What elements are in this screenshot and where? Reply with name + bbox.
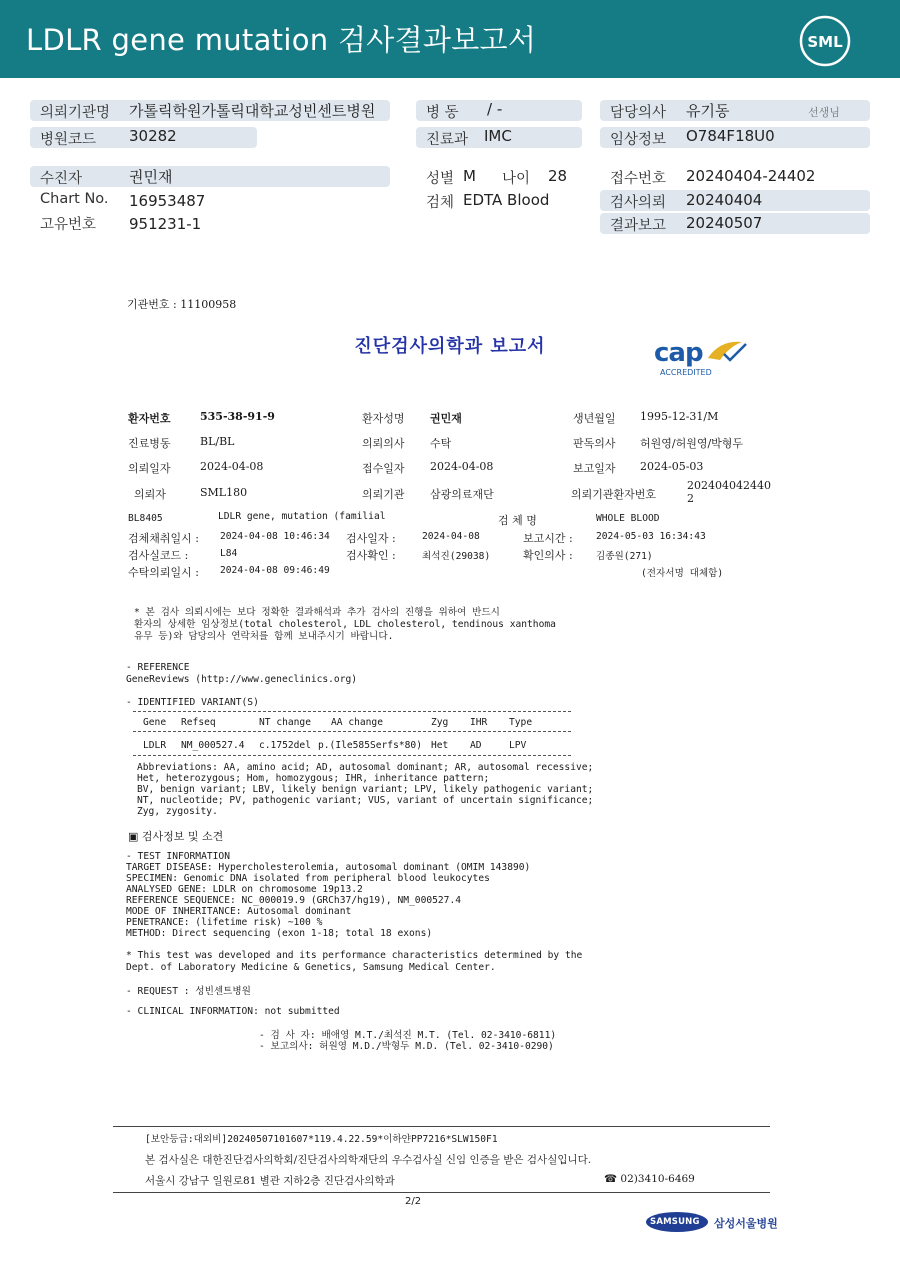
ward-value: / - [487, 100, 503, 118]
test-info-5: MODE OF INHERITANCE: Autosomal dominant [126, 906, 352, 917]
reference-heading: - REFERENCE [126, 662, 190, 673]
rcv-date-label: 접수일자 [362, 462, 405, 475]
dob-label: 생년월일 [573, 412, 616, 425]
col-aa: AA change [331, 717, 383, 728]
esign: (전자서명 대체함) [641, 568, 724, 579]
req-inst: 삼광의료재단 [430, 488, 494, 501]
test-info-3: ANALYSED GENE: LDLR on chromosome 19p13.2 [126, 884, 363, 895]
dept-value: IMC [484, 127, 512, 145]
row-refseq: NM_000527.4 [181, 740, 245, 751]
row-nt: c.1752del [259, 740, 311, 751]
req-dr-label: 의뢰의사 [362, 437, 405, 450]
cap-sub: ACCREDITED [660, 368, 712, 377]
test-info-2: SPECIMEN: Genomic DNA isolated from peripheral blood leukocytes [126, 873, 490, 884]
test-info-6: PENETRANCE: (lifetime risk) ~100 % [126, 917, 323, 928]
result-label: 결과보고 [610, 218, 667, 234]
col-gene: Gene [143, 717, 167, 728]
pt-no-label: 환자번호 [128, 412, 171, 425]
patient-label: 수진자 [40, 171, 83, 187]
inst-pt-label: 의뢰기관환자번호 [571, 488, 657, 501]
disclaimer-1: * This test was developed and its performance characteristics determined by the [126, 950, 583, 961]
dob: 1995-12-31/M [640, 410, 719, 423]
footer-rule-top [113, 1126, 770, 1127]
confirm-dr: 김종원(271) [596, 551, 653, 562]
patient-value: 권민재 [129, 168, 173, 186]
collect: 2024-04-08 10:46:34 [220, 531, 330, 542]
header-bar [0, 0, 900, 78]
variant-rule-top [133, 711, 571, 712]
age-label: 나이 [502, 171, 531, 187]
row-ihr: AD [470, 740, 482, 751]
col-type: Type [509, 717, 533, 728]
patient-pill [30, 166, 390, 187]
notice-line-2: 환자의 상세한 임상정보(total cholesterol, LDL cholesterol, tendinous xanthoma [134, 619, 556, 630]
sex-label: 성별 [426, 171, 455, 187]
specimen-label: 검체 [426, 195, 455, 211]
doctor-value: 유기동 [686, 102, 730, 120]
req-inst-label: 의뢰기관 [362, 488, 405, 501]
hospital-name: 삼성서울병원 [714, 1217, 778, 1230]
lab-code: L84 [220, 548, 238, 559]
outsource-label: 수탁의뢰일시 : [128, 566, 199, 579]
request-label: 검사의뢰 [610, 195, 667, 211]
exam-date: 2024-04-08 [422, 531, 480, 542]
section-title: ▣ 검사정보 및 소견 [128, 830, 224, 843]
institution-number: 기관번호 : 11100958 [127, 298, 237, 311]
requester: SML180 [200, 486, 248, 499]
address: 서울시 강남구 일원로81 별관 지하2층 진단검사의학과 [145, 1175, 395, 1187]
clinical-value: O784F18U0 [686, 127, 775, 145]
pt-no: 535-38-91-9 [200, 410, 275, 423]
page-number: 2/2 [405, 1196, 422, 1207]
reader: 허원영/허원영/박형두 [640, 437, 744, 450]
doctor-label: 담당의사 [610, 105, 667, 121]
doc-ward: BL/BL [200, 435, 235, 448]
clinical-line: - CLINICAL INFORMATION: not submitted [126, 1006, 340, 1017]
request-line: - REQUEST : 성빈센트병원 [126, 986, 251, 997]
test-name: LDLR gene, mutation (familial [218, 511, 386, 522]
doc-specimen-label: 검 체 명 [498, 514, 537, 527]
requester-label: 의뢰자 [134, 488, 166, 501]
hospital-label: 의뢰기관명 [40, 105, 111, 121]
receipt-value: 20240404-24402 [686, 167, 816, 185]
dept-label: 진료과 [426, 132, 469, 148]
samsung-hospital-logo [646, 1210, 776, 1234]
test-info-1: TARGET DISEASE: Hypercholesterolemia, autosomal dominant (OMIM 143890) [126, 862, 531, 873]
col-ihr: IHR [470, 717, 488, 728]
confirm: 최석진(29038) [422, 551, 491, 562]
req-date: 2024-04-08 [200, 460, 264, 473]
test-info-4: REFERENCE SEQUENCE: NC_000019.9 (GRCh37/hg19), NM_000527.4 [126, 895, 462, 906]
code-value: 30282 [129, 127, 177, 145]
age-value: 28 [548, 167, 568, 185]
collect-label: 검체채취일시 : [128, 532, 199, 545]
report-time: 2024-05-03 16:34:43 [596, 531, 706, 542]
doctor-suffix: 선생님 [808, 106, 840, 119]
reference-link: GeneReviews (http://www.geneclinics.org) [126, 674, 358, 685]
request-value: 20240404 [686, 191, 763, 209]
inst-pt-2: 2 [687, 492, 694, 505]
outsource: 2024-04-08 09:46:49 [220, 565, 330, 576]
row-aa: p.(Ile585Serfs*80) [318, 740, 422, 751]
doc-ward-label: 진료병동 [128, 437, 171, 450]
req-date-label: 의뢰일자 [128, 462, 171, 475]
col-zyg: Zyg [431, 717, 449, 728]
cap-accredited-logo [654, 336, 754, 380]
svg-text:SML: SML [807, 33, 843, 51]
disclaimer-2: Dept. of Laboratory Medicine & Genetics, Samsung Medical Center. [126, 962, 496, 973]
id-value: 951231-1 [129, 215, 202, 233]
samsung-text: SAMSUNG [650, 1217, 700, 1227]
row-gene: LDLR [143, 740, 167, 751]
footer-rule-bottom [113, 1192, 770, 1193]
inst-pt-1: 202404042440 [687, 479, 771, 492]
variant-rule-bottom [133, 755, 571, 756]
reader-label: 판독의사 [573, 437, 616, 450]
pt-name: 권민재 [430, 412, 462, 425]
test-info-7: METHOD: Direct sequencing (exon 1-18; total 18 exons) [126, 928, 433, 939]
staff-reporter: - 보고의사: 허원영 M.D./박형두 M.D. (Tel. 02-3410-0290) [259, 1041, 554, 1052]
rpt-date-label: 보고일자 [573, 462, 616, 475]
pt-name-label: 환자성명 [362, 412, 405, 425]
lab-code-label: 검사실코드 : [128, 549, 189, 562]
chart-label: Chart No. [40, 191, 109, 207]
receipt-label: 접수번호 [610, 171, 667, 187]
abbrev-5: Zyg, zygosity. [137, 806, 218, 817]
chart-value: 16953487 [129, 192, 206, 210]
security-line: [보안등급:대외비]20240507101607*119.4.22.59*이하얀PP7216*SLW150F1 [145, 1134, 498, 1145]
row-zyg: Het [431, 740, 449, 751]
sml-logo [798, 14, 852, 68]
row-type: LPV [509, 740, 527, 751]
test-code: BL8405 [128, 513, 163, 524]
certification: 본 검사실은 대한진단검사의학회/진단검사의학재단의 우수검사실 신임 인증을 받은 검사실입니다. [145, 1154, 592, 1166]
code-label: 병원코드 [40, 132, 97, 148]
col-refseq: Refseq [181, 717, 216, 728]
sex-value: M [463, 167, 476, 185]
abbrev-2: Het, heterozygous; Hom, homozygous; IHR, inheritance pattern; [137, 773, 490, 784]
notice-line-1: * 본 검사 의뢰시에는 보다 정확한 결과해석과 추가 검사의 진행을 위하여 반드시 [134, 607, 500, 618]
clinical-label: 임상정보 [610, 132, 667, 148]
hospital-value: 가톨릭학원가톨릭대학교성빈센트병원 [129, 102, 376, 120]
variant-heading: - IDENTIFIED VARIANT(S) [126, 697, 259, 708]
report-time-label: 보고시간 : [523, 532, 573, 545]
specimen-value: EDTA Blood [463, 191, 550, 209]
test-info-0: - TEST INFORMATION [126, 851, 230, 862]
id-label: 고유번호 [40, 217, 97, 233]
result-value: 20240507 [686, 214, 763, 232]
abbrev-3: BV, benign variant; LBV, likely benign variant; LPV, likely pathogenic variant; [137, 784, 594, 795]
abbrev-1: Abbreviations: AA, amino acid; AD, autosomal dominant; AR, autosomal recessive; [137, 762, 594, 773]
phone: ☎ 02)3410-6469 [604, 1173, 695, 1185]
confirm-label: 검사확인 : [346, 549, 396, 562]
doc-specimen: WHOLE BLOOD [596, 513, 660, 524]
report-title: LDLR gene mutation 검사결과보고서 [26, 23, 537, 57]
req-dr: 수탁 [430, 437, 452, 450]
staff-tester: - 검 사 자: 배애영 M.T./최석진 M.T. (Tel. 02-3410-6811) [259, 1030, 557, 1041]
exam-date-label: 검사일자 : [346, 532, 396, 545]
col-nt: NT change [259, 717, 311, 728]
confirm-dr-label: 확인의사 : [523, 549, 573, 562]
variant-rule-mid [133, 731, 571, 732]
ward-label: 병 동 [426, 105, 459, 121]
rpt-date: 2024-05-03 [640, 460, 704, 473]
abbrev-4: NT, nucleotide; PV, pathogenic variant; VUS, variant of uncertain significance; [137, 795, 594, 806]
rcv-date: 2024-04-08 [430, 460, 494, 473]
cap-text: cap [654, 338, 703, 368]
document-title: 진단검사의학과 보고서 [354, 336, 546, 357]
notice-line-3: 유무 등)와 담당의사 연락처를 함께 보내주시기 바랍니다. [134, 631, 394, 642]
